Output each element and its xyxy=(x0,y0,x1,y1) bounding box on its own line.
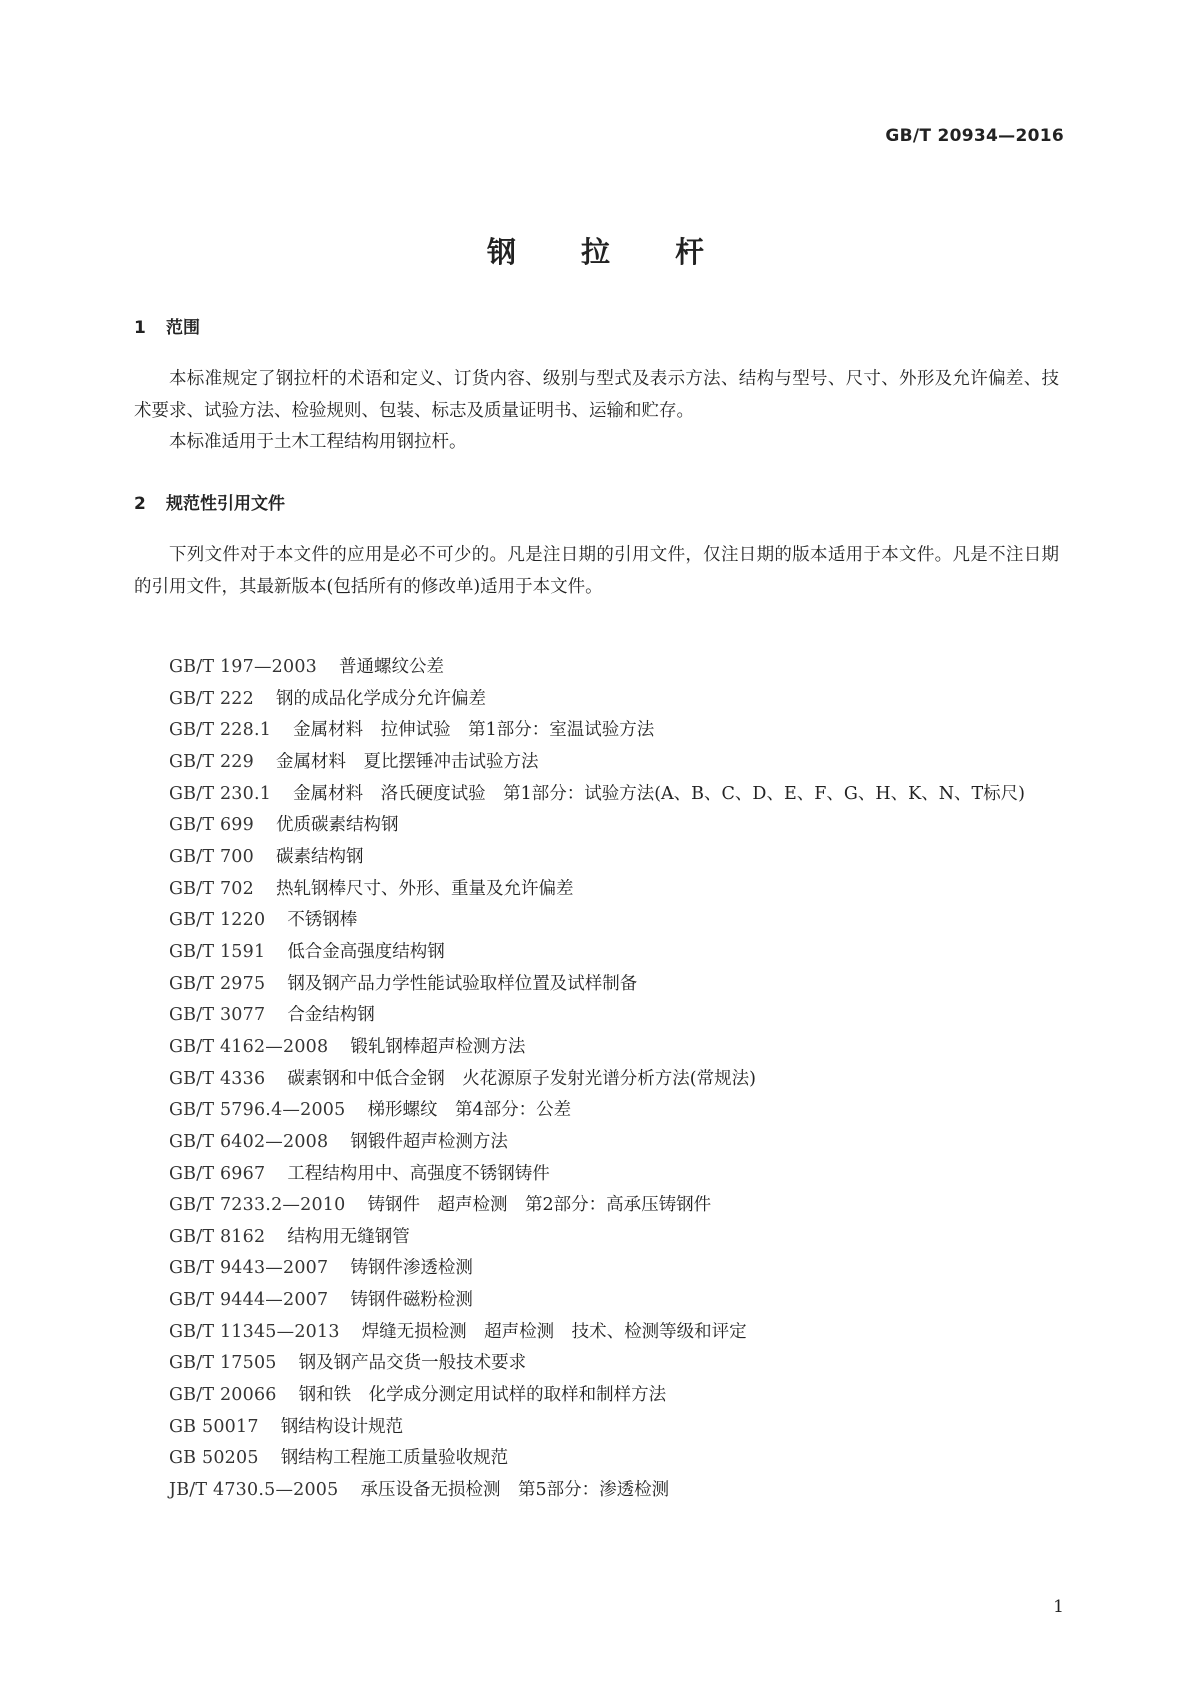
reference-item xyxy=(134,969,1059,1001)
reference-code: GB/T 7233.2—2010 xyxy=(169,1195,346,1216)
reference-code: GB/T 197—2003 xyxy=(169,657,318,677)
reference-code: GB 50017 xyxy=(169,1416,259,1437)
reference-title: 低合金高强度结构钢 xyxy=(287,941,445,962)
reference-title: 普通螺纹公差 xyxy=(339,657,445,677)
reference-item xyxy=(134,1127,1059,1159)
reference-code: GB/T 222 xyxy=(169,688,254,709)
reference-title: 不锈钢棒 xyxy=(287,910,358,931)
section-title: 规范性引用文件 xyxy=(166,494,285,514)
section-2-body xyxy=(134,540,1059,603)
reference-code: GB/T 702 xyxy=(169,878,254,899)
reference-code: GB/T 6402—2008 xyxy=(169,1131,329,1152)
reference-code: GB/T 2975 xyxy=(169,973,266,994)
reference-code: GB/T 17505 xyxy=(169,1353,277,1374)
reference-title: 钢结构设计规范 xyxy=(280,1416,404,1437)
reference-title: 金属材料 洛氏硬度试验 第1部分：试验方法(A、B、C、D、E、F、G、H、K、N、T标尺) xyxy=(293,783,1025,804)
reference-code: GB/T 9444—2007 xyxy=(169,1290,329,1311)
section-title: 范围 xyxy=(166,318,200,338)
reference-title: 铸钢件 超声检测 第2部分：高承压铸钢件 xyxy=(367,1195,712,1216)
reference-title: 梯形螺纹 第4部分：公差 xyxy=(367,1100,572,1121)
reference-code: GB/T 700 xyxy=(169,846,254,867)
reference-title: 热轧钢棒尺寸、外形、重量及允许偏差 xyxy=(275,878,574,899)
reference-title: 焊缝无损检测 超声检测 技术、检测等级和评定 xyxy=(361,1321,747,1342)
reference-item xyxy=(134,1095,1059,1127)
reference-item xyxy=(134,1475,1059,1507)
reference-item xyxy=(134,937,1059,969)
reference-title: 钢锻件超声检测方法 xyxy=(350,1131,508,1152)
reference-item xyxy=(134,1064,1059,1096)
reference-title: 铸钢件渗透检测 xyxy=(350,1258,473,1279)
reference-code: GB/T 4336 xyxy=(169,1068,266,1089)
section-1-body xyxy=(134,364,1059,459)
reference-code: GB/T 229 xyxy=(169,751,254,772)
reference-code: GB/T 228.1 xyxy=(169,720,272,741)
reference-code: GB/T 9443—2007 xyxy=(169,1258,329,1279)
reference-code: GB/T 8162 xyxy=(169,1226,266,1247)
section-number: 2 xyxy=(134,494,146,514)
reference-code: GB/T 20066 xyxy=(169,1385,277,1406)
paragraph: 本标准规定了钢拉杆的术语和定义、订货内容、级别与型式及表示方法、结构与型号、尺寸、外形及允许偏差、技术要求、试验方法、检验规则、包装、标志及质量证明书、运输和贮存。 xyxy=(134,369,1059,421)
reference-item xyxy=(134,1032,1059,1064)
reference-title: 金属材料 拉伸试验 第1部分：室温试验方法 xyxy=(293,720,655,741)
section-number: 1 xyxy=(134,318,146,338)
reference-item xyxy=(134,652,1059,684)
reference-title: 钢结构工程施工质量验收规范 xyxy=(280,1448,509,1469)
reference-item xyxy=(134,1000,1059,1032)
reference-title: 承压设备无损检测 第5部分：渗透检测 xyxy=(360,1480,670,1501)
reference-item xyxy=(134,1285,1059,1317)
paragraph: 本标准适用于土木工程结构用钢拉杆。 xyxy=(169,432,467,453)
reference-item xyxy=(134,905,1059,937)
page-number: 1 xyxy=(1053,1597,1064,1617)
reference-title: 合金结构钢 xyxy=(287,1005,375,1026)
section-1-heading xyxy=(134,313,200,338)
paragraph: 下列文件对于本文件的应用是必不可少的。凡是注日期的引用文件，仅注日期的版本适用于本文件。凡是不注日期的引用文件，其最新版本(包括所有的修改单)适用于本文件。 xyxy=(134,545,1059,597)
reference-item xyxy=(134,715,1059,747)
reference-title: 钢及钢产品交货一般技术要求 xyxy=(298,1353,527,1374)
reference-code: GB/T 699 xyxy=(169,815,254,836)
reference-item xyxy=(134,810,1059,842)
reference-code: GB/T 3077 xyxy=(169,1005,266,1026)
reference-title: 工程结构用中、高强度不锈钢铸件 xyxy=(287,1163,550,1184)
reference-title: 碳素钢和中低合金钢 火花源原子发射光谱分析方法(常规法) xyxy=(287,1068,756,1089)
reference-title: 碳素结构钢 xyxy=(275,846,364,867)
reference-code: GB/T 6967 xyxy=(169,1163,266,1184)
reference-item xyxy=(134,1380,1059,1412)
reference-item xyxy=(134,1159,1059,1191)
reference-code: GB/T 4162—2008 xyxy=(169,1036,329,1057)
reference-code: GB/T 1220 xyxy=(169,910,266,931)
reference-item xyxy=(134,1222,1059,1254)
reference-item xyxy=(134,1190,1059,1222)
reference-title: 金属材料 夏比摆锤冲击试验方法 xyxy=(275,751,539,772)
reference-item xyxy=(134,874,1059,906)
reference-title: 优质碳素结构钢 xyxy=(275,815,399,836)
reference-title: 钢的成品化学成分允许偏差 xyxy=(275,688,486,709)
reference-item xyxy=(134,1348,1059,1380)
reference-code: GB/T 1591 xyxy=(169,941,266,962)
reference-title: 结构用无缝钢管 xyxy=(287,1226,410,1247)
reference-code: GB/T 5796.4—2005 xyxy=(169,1100,346,1121)
reference-item xyxy=(134,1317,1059,1349)
reference-item xyxy=(134,684,1059,716)
reference-title: 钢及钢产品力学性能试验取样位置及试样制备 xyxy=(287,973,638,994)
document-title: 钢 拉 杆 xyxy=(486,235,722,269)
reference-item xyxy=(134,1253,1059,1285)
reference-item xyxy=(134,842,1059,874)
reference-item xyxy=(134,779,1059,811)
reference-title: 钢和铁 化学成分测定用试样的取样和制样方法 xyxy=(298,1385,667,1406)
section-2-heading xyxy=(134,489,285,514)
reference-code: JB/T 4730.5—2005 xyxy=(169,1480,339,1501)
reference-list xyxy=(134,652,1059,1507)
reference-item xyxy=(134,747,1059,779)
reference-code: GB/T 11345—2013 xyxy=(169,1321,340,1342)
reference-item xyxy=(134,1443,1059,1475)
reference-code: GB/T 230.1 xyxy=(169,783,272,804)
reference-title: 锻轧钢棒超声检测方法 xyxy=(350,1036,526,1057)
reference-code: GB 50205 xyxy=(169,1448,259,1469)
reference-title: 铸钢件磁粉检测 xyxy=(350,1290,473,1311)
standard-code: GB/T 20934—2016 xyxy=(885,126,1064,146)
reference-item xyxy=(134,1412,1059,1444)
